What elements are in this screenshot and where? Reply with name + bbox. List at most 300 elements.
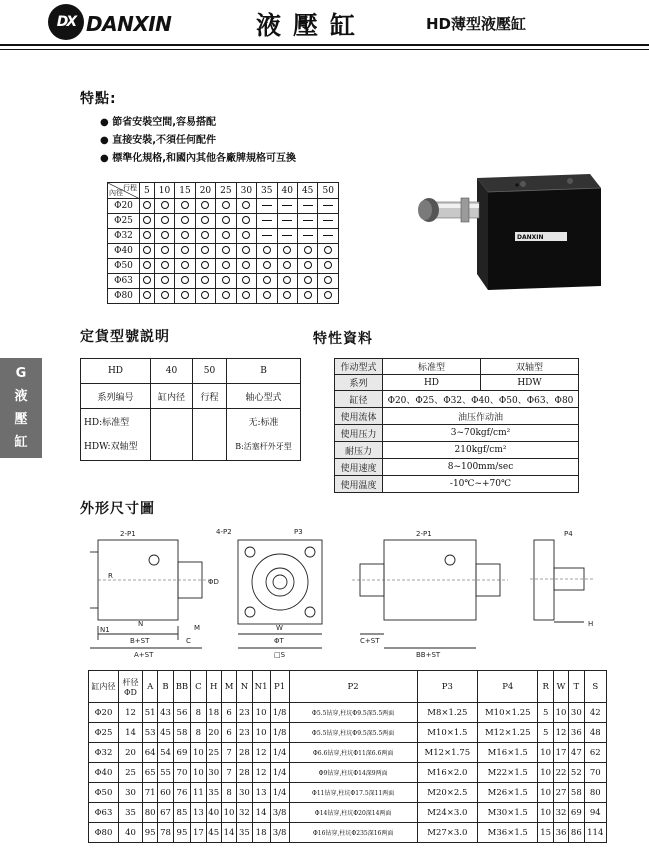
available-circle-icon [304,261,312,269]
dims-cell: 13 [191,803,206,823]
spec-value: 油压作动油 [383,408,579,425]
spec-label: 缸径 [335,391,383,408]
dims-cell: 10 [538,763,553,783]
available-cell [140,289,155,304]
available-cell [154,199,174,214]
dims-cell: 47 [569,743,584,763]
available-cell [140,199,155,214]
available-circle-icon [201,231,209,239]
available-cell [175,199,195,214]
available-cell [216,274,236,289]
svg-text:A+ST: A+ST [134,651,154,659]
available-circle-icon [324,276,332,284]
dims-cell: 58 [173,723,191,743]
dims-cell: 64 [143,743,158,763]
available-cell [236,289,256,304]
dims-cell: 42 [584,703,606,723]
dims-cell: 11 [191,783,206,803]
available-cell [216,289,236,304]
bore-cell: Φ20 [108,199,140,214]
available-cell [195,229,215,244]
stroke-header: 20 [195,183,215,199]
dims-cell: M12×1.25 [478,723,538,743]
dims-column-header: N [237,671,252,703]
dims-cell: 78 [158,823,173,843]
available-cell [195,214,215,229]
available-cell [175,259,195,274]
dims-cell: 6 [221,703,236,723]
available-cell [140,214,155,229]
dims-cell: 51 [143,703,158,723]
dims-cell: 58 [569,783,584,803]
dims-cell: M16×1.5 [478,743,538,763]
available-circle-icon [304,291,312,299]
stroke-header: 30 [236,183,256,199]
dims-cell: 14 [252,803,270,823]
dims-cell: 5 [538,723,553,743]
available-cell [236,229,256,244]
dims-cell: 7 [221,743,236,763]
dims-cell: 40 [119,823,143,843]
dims-column-header: S [584,671,606,703]
svg-text:N1: N1 [100,626,110,634]
available-cell [140,244,155,259]
dims-cell: Φ9钻穿,柱坑Φ14深9两面 [289,763,417,783]
available-circle-icon [161,216,169,224]
bore-cell: Φ80 [108,289,140,304]
dims-cell: M27×3.0 [417,823,477,843]
spec-label: 使用压力 [335,425,383,442]
dims-cell: 30 [206,763,221,783]
dims-row [89,803,607,823]
unavailable-cell [318,199,339,214]
unavailable-dash-icon [282,205,292,206]
available-cell [195,199,215,214]
available-circle-icon [242,261,250,269]
available-circle-icon [263,291,271,299]
dims-cell: 12 [553,723,568,743]
shaft-options: 无:标准 B:活塞杆外牙型 [227,409,301,461]
stroke-row [108,214,339,229]
available-cell [216,244,236,259]
available-cell [277,289,297,304]
dims-cell: 30 [119,783,143,803]
feature-item: ● 直接安裝,不須任何配件 [100,135,217,146]
available-cell [175,289,195,304]
feature-item: ● 節省安裝空間,容易搭配 [100,117,217,128]
available-cell [140,274,155,289]
svg-text:2-P1: 2-P1 [416,530,432,538]
dims-cell: 71 [143,783,158,803]
dims-cell: 95 [173,823,191,843]
available-circle-icon [161,201,169,209]
svg-text:M: M [194,624,201,632]
spec-value: Φ20、Φ25、Φ32、Φ40、Φ50、Φ63、Φ80 [383,391,579,408]
stroke-row [108,244,339,259]
dims-column-header: M [221,671,236,703]
dims-cell: 86 [569,823,584,843]
dims-cell: M10×1.25 [478,703,538,723]
available-cell [318,244,339,259]
unavailable-cell [257,199,277,214]
dims-cell: Φ6.6钻穿,柱坑Φ11深6.6两面 [289,743,417,763]
dims-cell: 28 [237,763,252,783]
dims-cell: Φ40 [89,763,119,783]
side-tab-char: G [15,366,27,381]
dims-cell: M30×1.5 [478,803,538,823]
dims-cell: 35 [206,783,221,803]
svg-text:R: R [108,572,113,580]
svg-text:4-P2: 4-P2 [216,528,232,536]
spec-value: HDW [480,375,578,391]
dims-cell: 13 [252,783,270,803]
dimension-drawing [90,522,630,662]
available-circle-icon [222,291,230,299]
dims-cell: 60 [158,783,173,803]
spec-table [334,358,579,493]
dims-cell: 30 [237,783,252,803]
dims-head-bore: 缸内径 [89,671,119,703]
dims-cell: M10×1.5 [417,723,477,743]
spec-heading: 特性資料 [313,331,373,347]
available-circle-icon [201,216,209,224]
brand-logo [48,4,84,40]
available-cell [154,229,174,244]
side-tab-char: 缸 [14,435,28,450]
available-circle-icon [143,276,151,284]
available-cell [195,259,215,274]
unavailable-cell [257,229,277,244]
dims-cell: 35 [237,823,252,843]
spec-label: 作动型式 [335,359,383,375]
available-circle-icon [143,261,151,269]
bore-cell: Φ32 [108,229,140,244]
available-cell [277,259,297,274]
bore-cell: Φ50 [108,259,140,274]
dims-cell: 94 [584,803,606,823]
available-circle-icon [181,276,189,284]
available-circle-icon [161,231,169,239]
series-options: HD:标准型 HDW:双轴型 [81,409,151,461]
available-circle-icon [143,216,151,224]
available-circle-icon [222,201,230,209]
dims-cell: 45 [158,723,173,743]
available-cell [216,214,236,229]
dims-cell: 8 [221,783,236,803]
dims-cell: 17 [191,823,206,843]
available-circle-icon [201,246,209,254]
dims-cell: 1/8 [270,723,289,743]
available-cell [154,259,174,274]
dims-cell: 10 [191,763,206,783]
stroke-row [108,199,339,214]
available-cell [154,244,174,259]
svg-text:ΦD: ΦD [208,578,219,586]
available-circle-icon [263,261,271,269]
dims-cell: 10 [538,743,553,763]
available-circle-icon [242,276,250,284]
dims-cell: 70 [584,763,606,783]
dims-row [89,743,607,763]
available-circle-icon [161,246,169,254]
dims-cell: Φ32 [89,743,119,763]
available-cell [318,259,339,274]
svg-text:2-P1: 2-P1 [120,530,136,538]
available-cell [195,244,215,259]
stroke-header: 50 [318,183,339,199]
available-cell [195,289,215,304]
dims-cell: M20×2.5 [417,783,477,803]
unavailable-dash-icon [303,205,313,206]
available-cell [257,274,277,289]
available-circle-icon [161,291,169,299]
dims-cell: 48 [584,723,606,743]
available-circle-icon [181,231,189,239]
dims-cell: Φ50 [89,783,119,803]
dims-cell: 80 [584,783,606,803]
dims-cell: Φ11钻穿,柱坑Φ17.5深11两面 [289,783,417,803]
stroke-row [108,274,339,289]
spec-value: 210kgf/cm² [383,442,579,459]
dims-cell: 95 [143,823,158,843]
available-cell [236,259,256,274]
model-name: 缸内径 [151,384,193,409]
unavailable-dash-icon [282,235,292,236]
available-circle-icon [242,246,250,254]
dims-cell: 25 [119,763,143,783]
dims-cell: 70 [173,763,191,783]
dims-cell: 20 [206,723,221,743]
available-cell [297,274,317,289]
available-circle-icon [283,261,291,269]
spec-value: 双轴型 [480,359,578,375]
spec-value: 8~100mm/sec [383,459,579,476]
dims-cell: Φ5.5钻穿,柱坑Φ9.5深5.5两面 [289,723,417,743]
brand-name: DANXIN [86,12,172,36]
available-circle-icon [161,261,169,269]
available-cell [154,214,174,229]
unavailable-cell [318,229,339,244]
dims-cell: 12 [252,743,270,763]
spec-label: 系列 [335,375,383,391]
unavailable-dash-icon [303,220,313,221]
dims-cell: 1/4 [270,783,289,803]
available-cell [195,274,215,289]
dims-cell: 76 [173,783,191,803]
available-circle-icon [263,246,271,254]
spec-value: 3~70kgf/cm² [383,425,579,442]
available-circle-icon [222,261,230,269]
features-list [100,114,296,168]
dims-cell: 18 [252,823,270,843]
available-cell [236,214,256,229]
dims-head-rod: 杆径ΦD [119,671,143,703]
dims-cell: 1/8 [270,703,289,723]
dims-cell: 18 [206,703,221,723]
available-circle-icon [143,231,151,239]
dims-row [89,723,607,743]
dims-cell: Φ14钻穿,柱坑Φ20深14两面 [289,803,417,823]
available-circle-icon [222,246,230,254]
dims-cell: 8 [191,723,206,743]
dims-cell: 22 [553,763,568,783]
available-circle-icon [304,276,312,284]
available-cell [318,274,339,289]
dims-column-header: BB [173,671,191,703]
dims-cell: 32 [553,803,568,823]
dims-cell: 27 [553,783,568,803]
stroke-header: 40 [277,183,297,199]
spec-value: 标准型 [383,359,481,375]
dims-cell: 8 [191,703,206,723]
dims-row [89,703,607,723]
unavailable-cell [297,229,317,244]
svg-text:N: N [138,620,144,628]
available-cell [236,244,256,259]
unavailable-dash-icon [262,205,272,206]
svg-text:B+ST: B+ST [130,637,150,645]
dims-cell: 10 [538,803,553,823]
dims-cell: M12×1.75 [417,743,477,763]
logo-letters: DX [56,14,76,30]
stroke-header: 35 [257,183,277,199]
unavailable-dash-icon [282,220,292,221]
spec-label: 使用温度 [335,476,383,493]
bore-cell: Φ40 [108,244,140,259]
dims-cell: 10 [538,783,553,803]
model-table [80,358,301,461]
dims-cell: 1/4 [270,743,289,763]
dims-cell: 3/8 [270,823,289,843]
dims-cell: 30 [569,703,584,723]
available-circle-icon [242,201,250,209]
dims-cell: 62 [584,743,606,763]
dims-cell: 54 [158,743,173,763]
dims-cell: 7 [221,763,236,783]
dims-cell: 10 [553,703,568,723]
dims-cell: 20 [119,743,143,763]
available-cell [154,289,174,304]
dims-cell: 28 [237,743,252,763]
spec-value: HD [383,375,481,391]
dims-cell: 35 [119,803,143,823]
product-label: DANXIN [517,234,544,241]
page-title: 液壓缸 [256,11,368,40]
model-code: 40 [151,359,193,384]
available-cell [140,229,155,244]
available-circle-icon [324,246,332,254]
dims-cell: Φ80 [89,823,119,843]
available-circle-icon [263,276,271,284]
stroke-table [107,182,339,304]
header-rule [0,44,649,50]
dims-cell: 69 [173,743,191,763]
side-view-drawing [90,530,219,659]
available-cell [277,274,297,289]
available-circle-icon [283,291,291,299]
model-name: 轴心型式 [227,384,301,409]
available-cell [140,259,155,274]
dims-column-header: N1 [252,671,270,703]
dims-cell: 114 [584,823,606,843]
model-code: HD [81,359,151,384]
available-circle-icon [242,291,250,299]
dims-cell: 10 [221,803,236,823]
available-circle-icon [143,246,151,254]
dims-cell: 36 [553,823,568,843]
dims-cell: 12 [119,703,143,723]
spec-label: 耐压力 [335,442,383,459]
front-view-drawing [216,528,322,659]
model-heading: 定貨型號説明 [80,329,170,345]
dims-cell: M26×1.5 [478,783,538,803]
dims-cell: 65 [143,763,158,783]
svg-text:□S: □S [274,651,286,659]
available-cell [175,214,195,229]
stroke-row [108,259,339,274]
model-name: 行程 [193,384,227,409]
dims-column-header: A [143,671,158,703]
spec-value: -10℃~+70℃ [383,476,579,493]
dims-cell: 1/4 [270,763,289,783]
dims-cell: 23 [237,723,252,743]
stroke-header: 25 [216,183,236,199]
svg-text:W: W [276,624,283,632]
rod-end-drawing [530,530,594,628]
available-cell [257,244,277,259]
dims-cell: 52 [569,763,584,783]
features-heading: 特點: [80,91,117,107]
side-tab [0,358,42,458]
available-circle-icon [201,291,209,299]
dims-column-header: C [191,671,206,703]
available-circle-icon [181,201,189,209]
dims-cell: 17 [553,743,568,763]
dims-cell: 32 [237,803,252,823]
dims-cell: 10 [252,703,270,723]
dims-cell: M36×1.5 [478,823,538,843]
stroke-header: 5 [140,183,155,199]
dims-cell: 69 [569,803,584,823]
bore-cell: Φ63 [108,274,140,289]
svg-text:C: C [186,637,191,645]
unavailable-cell [277,229,297,244]
available-cell [216,259,236,274]
available-cell [318,289,339,304]
model-code: 50 [193,359,227,384]
dims-cell: 12 [252,763,270,783]
model-code: B [227,359,301,384]
side-tab-char: 壓 [14,412,28,427]
available-circle-icon [181,261,189,269]
available-cell [257,289,277,304]
dims-cell: 55 [158,763,173,783]
double-rod-drawing [352,530,508,659]
dims-cell: M8×1.25 [417,703,477,723]
available-cell [175,274,195,289]
unavailable-dash-icon [323,220,333,221]
dims-cell: M16×2.0 [417,763,477,783]
dims-cell: 10 [252,723,270,743]
available-circle-icon [181,246,189,254]
available-cell [236,274,256,289]
unavailable-cell [277,214,297,229]
available-circle-icon [324,291,332,299]
dims-cell: 25 [206,743,221,763]
available-circle-icon [181,291,189,299]
unavailable-cell [318,214,339,229]
dims-cell: Φ16钻穿,柱坑Φ235深16两面 [289,823,417,843]
